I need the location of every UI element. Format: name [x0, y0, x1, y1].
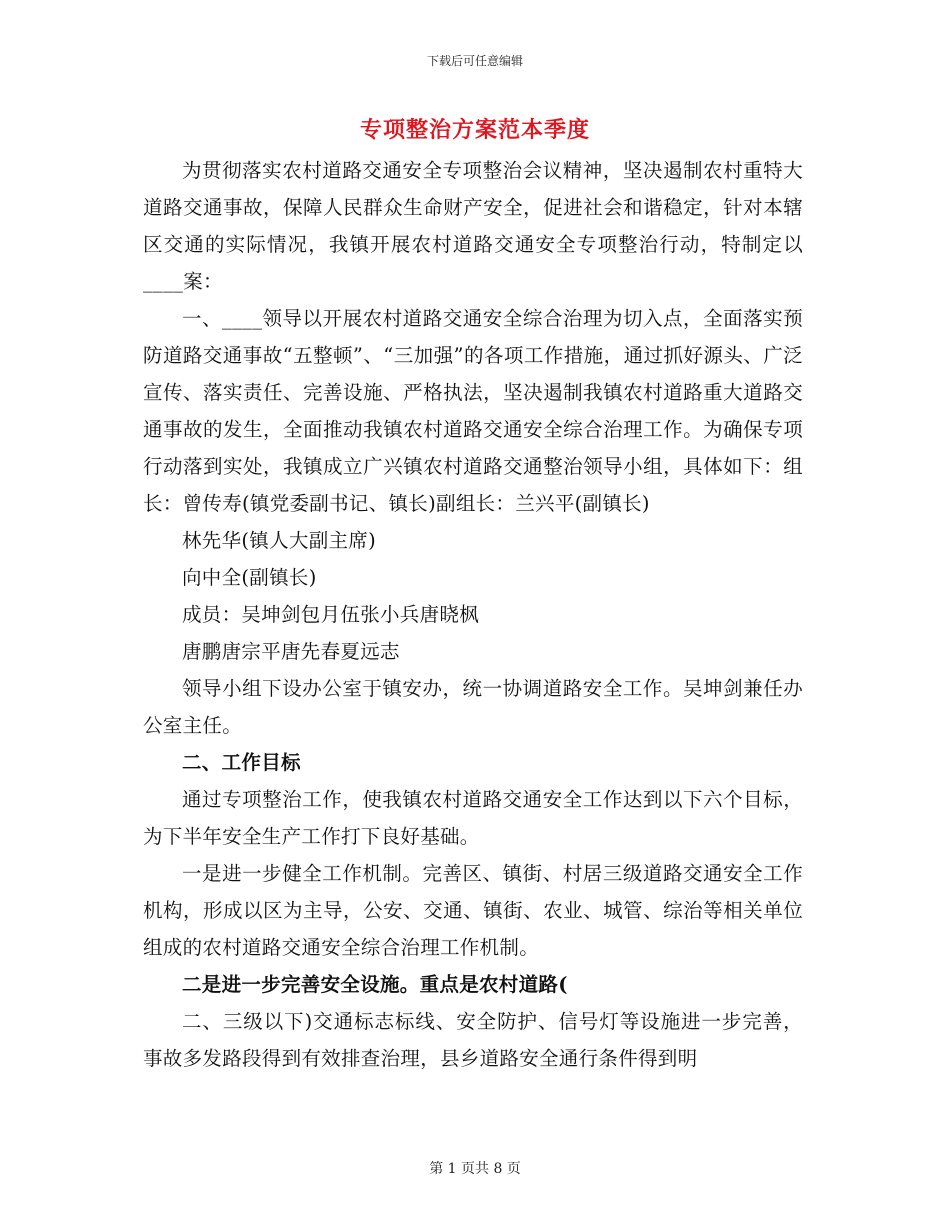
paragraph-members-cont: 唐鹏唐宗平唐先春夏远志 — [182, 640, 400, 663]
paragraph-goal-2-body: 二、三级以下)交通标志标线、安全防护、信号灯等设施进一步完善，事故多发路段得到有效排查治理，县乡道路安全通行条件得到明 — [143, 1010, 803, 1070]
paragraph-goals-intro: 通过专项整治工作，使我镇农村道路交通安全工作达到以下六个目标，为下半年安全生产工作打下良好基础。 — [143, 788, 803, 848]
paragraph-members: 成员：吴坤剑包月伍张小兵唐晓枫 — [182, 603, 480, 626]
section-heading-goals: 二、工作目标 — [182, 751, 301, 774]
paragraph-member-1: 林先华(镇人大副主席) — [182, 529, 377, 552]
document-title: 专项整治方案范本季度 — [359, 117, 590, 143]
paragraph-goal-1: 一是进一步健全工作机制。完善区、镇街、村居三级道路交通安全工作机构，形成以区为主导，公安、交通、镇街、农业、城管、综治等相关单位组成的农村道路交通安全综合治理工作机制。 — [143, 862, 803, 959]
paragraph-member-2: 向中全(副镇长) — [182, 566, 317, 589]
page-footer: 第 1 页共 8 页 — [429, 1161, 521, 1177]
paragraph-office: 领导小组下设办公室于镇安办，统一协调道路安全工作。吴坤剑兼任办公室主任。 — [143, 677, 803, 737]
document-body — [143, 152, 803, 1077]
page-header: 下载后可任意编辑 — [426, 54, 523, 68]
paragraph-section-1: 一、____领导以开展农村道路交通安全综合治理为切入点，全面落实预防道路交通事故“五整顿”、“三加强”的各项工作措施，通过抓好源头、广泛宣传、落实责任、完善设施、严格执法，坚决遏制我镇农村道路重大道路交通事故的发生，全面推动我镇农村道路交通安全综合治理工作。为确保专项行动落到实处，我镇成立广兴镇农村道路交通整治领导小组，具体如下：组长：曾传寿(镇党委副书记、镇长)副组长：兰兴平(副镇长) — [143, 307, 803, 515]
paragraph-goal-2-heading: 二是进一步完善安全设施。重点是农村道路( — [182, 973, 568, 996]
paragraph-intro: 为贯彻落实农村道路交通安全专项整治会议精神，坚决遏制农村重特大道路交通事故，保障人民群众生命财产安全，促进社会和谐稳定，针对本辖区交通的实际情况，我镇开展农村道路交通安全专项整治行动，特制定以____案： — [143, 159, 803, 293]
